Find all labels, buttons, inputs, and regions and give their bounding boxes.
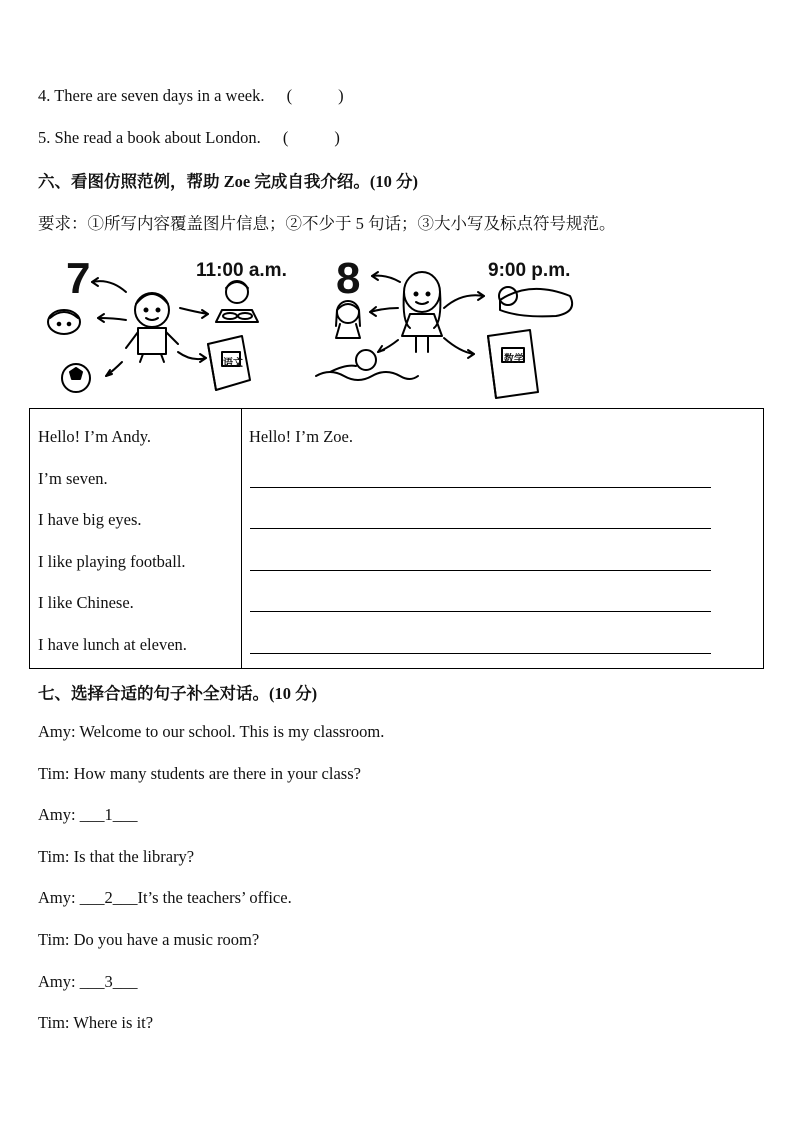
dialogue-line bbox=[38, 972, 137, 992]
dialogue-text: Welcome to our school. This is my classroom. bbox=[79, 722, 385, 741]
writing-line[interactable] bbox=[250, 487, 711, 488]
answer-blank-2[interactable]: ___2___ bbox=[79, 888, 138, 907]
example-line: Hello! I’m Andy. bbox=[38, 427, 152, 446]
section-6-requirement: 要求：①所写内容覆盖图片信息；②不少于 5 句话；③大小写及标点符号规范。 bbox=[38, 214, 616, 233]
dialogue-text: It’s the teachers’ office. bbox=[137, 888, 292, 907]
speaker: Amy: bbox=[38, 805, 76, 824]
dialogue-line bbox=[38, 847, 194, 867]
answer-bracket[interactable]: ( ) bbox=[282, 128, 340, 147]
answer-blank-1[interactable]: ___1___ bbox=[79, 805, 138, 824]
age-number-right: 8 bbox=[336, 254, 361, 303]
dialogue-line bbox=[38, 888, 292, 908]
example-line: I have big eyes. bbox=[38, 510, 142, 529]
example-line: I like Chinese. bbox=[38, 593, 134, 612]
time-label-right: 9:00 p.m. bbox=[488, 260, 571, 281]
dialogue-text: Where is it? bbox=[73, 1013, 154, 1032]
dialogue-line bbox=[38, 805, 137, 825]
writing-line[interactable] bbox=[250, 611, 711, 612]
dialogue-line bbox=[38, 930, 259, 950]
table-divider bbox=[241, 409, 242, 668]
age-number-left: 7 bbox=[66, 254, 91, 303]
speaker: Amy: bbox=[38, 972, 76, 991]
dialogue-text: How many students are there in your class? bbox=[73, 764, 361, 783]
speaker: Tim: bbox=[38, 930, 70, 949]
book-label-left: 语文 bbox=[223, 358, 243, 369]
dialogue-line bbox=[38, 1013, 153, 1033]
example-line: I’m seven. bbox=[38, 469, 108, 488]
answer-bracket[interactable]: ( ) bbox=[286, 86, 344, 105]
speaker: Tim: bbox=[38, 1013, 70, 1032]
speaker: Tim: bbox=[38, 847, 70, 866]
zoe-first-line: Hello! I’m Zoe. bbox=[249, 427, 354, 446]
example-line: I like playing football. bbox=[38, 552, 186, 571]
illustration bbox=[30, 252, 590, 402]
speaker: Tim: bbox=[38, 764, 70, 783]
dialogue-text: Do you have a music room? bbox=[73, 930, 260, 949]
section-7-heading: 七、选择合适的句子补全对话。(10 分) bbox=[38, 684, 318, 703]
book-label-right: 数学 bbox=[504, 354, 524, 365]
answer-blank-3[interactable]: ___3___ bbox=[79, 972, 138, 991]
writing-line[interactable] bbox=[250, 528, 711, 529]
question-5-text: 5. She read a book about London. bbox=[38, 128, 261, 147]
writing-line[interactable] bbox=[250, 570, 711, 571]
example-line: I have lunch at eleven. bbox=[38, 635, 187, 654]
question-5 bbox=[38, 128, 340, 148]
dialogue-text: Is that the library? bbox=[73, 847, 195, 866]
speaker: Amy: bbox=[38, 722, 76, 741]
dialogue-line bbox=[38, 722, 384, 742]
time-label-left: 11:00 a.m. bbox=[196, 260, 287, 281]
question-4-text: 4. There are seven days in a week. bbox=[38, 86, 265, 105]
section-6-heading: 六、看图仿照范例，帮助 Zoe 完成自我介绍。(10 分) bbox=[38, 172, 418, 191]
intro-table bbox=[29, 408, 764, 669]
question-4 bbox=[38, 86, 344, 106]
speaker: Amy: bbox=[38, 888, 76, 907]
dialogue-line bbox=[38, 764, 361, 784]
writing-line[interactable] bbox=[250, 653, 711, 654]
